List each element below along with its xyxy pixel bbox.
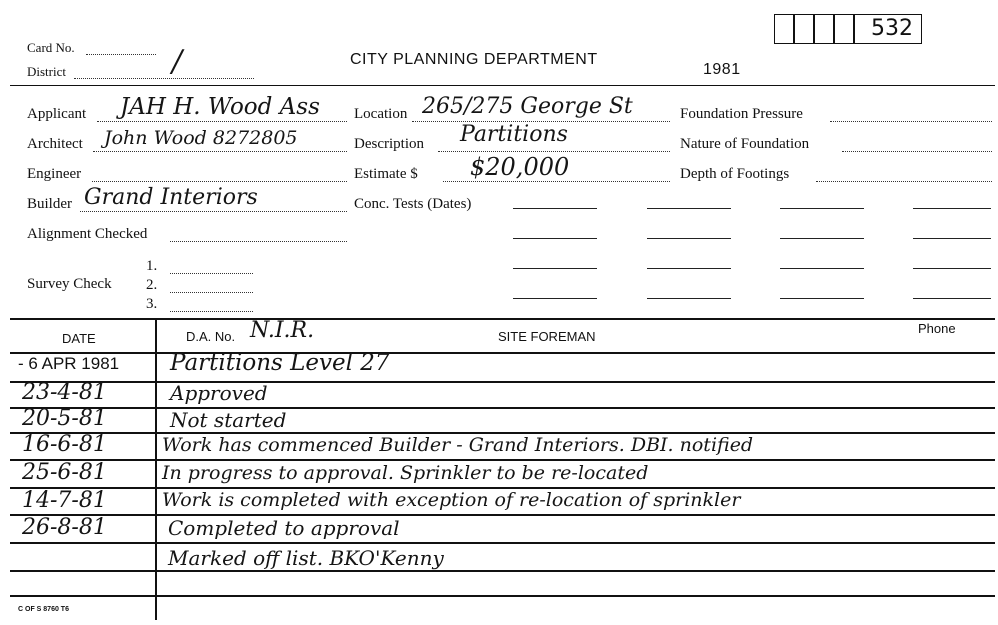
conc-test-line	[913, 208, 991, 209]
log-note: Work is completed with exception of re-location of sprinkler	[162, 489, 741, 511]
nature-foundation-label: Nature of Foundation	[680, 136, 810, 152]
architect-label: Architect	[27, 136, 83, 152]
site-foreman-header: SITE FOREMAN	[498, 329, 596, 344]
footer-code: C OF S 8760 T6	[18, 606, 69, 613]
conc-test-line	[513, 208, 597, 209]
estimate-line	[443, 181, 670, 182]
builder-label: Builder	[27, 196, 72, 212]
log-row-line	[10, 514, 995, 516]
depth-footings-line	[816, 181, 992, 182]
log-note: Work has commenced Builder - Grand Interiors. DBI. notified	[162, 434, 754, 456]
builder-line	[80, 211, 347, 212]
district-label: District	[27, 64, 66, 79]
card-number: 532	[854, 14, 922, 44]
log-date: - 6 APR 1981	[18, 354, 120, 373]
location-value: 265/275 George St	[422, 94, 633, 119]
log-date-divider	[155, 318, 157, 620]
da-no-label: D.A. No.	[186, 329, 236, 344]
conc-test-line	[513, 298, 597, 299]
log-date: 16-6-81	[22, 432, 107, 457]
survey-num-3: 3.	[146, 296, 158, 312]
location-label: Location	[354, 106, 408, 122]
log-note: Partitions Level 27	[170, 350, 390, 376]
depth-footings-label: Depth of Footings	[680, 166, 790, 182]
foundation-pressure-label: Foundation Pressure	[680, 106, 803, 122]
log-date: 26-8-81	[22, 515, 107, 540]
date-header: DATE	[62, 331, 96, 346]
log-row-line	[10, 459, 995, 461]
conc-test-line	[913, 298, 991, 299]
phone-header: Phone	[918, 321, 956, 336]
alignment-label: Alignment Checked	[27, 226, 148, 242]
number-box	[814, 14, 834, 44]
log-row-line	[10, 570, 995, 572]
card-no-line	[86, 54, 156, 55]
description-label: Description	[354, 136, 424, 152]
survey-line-3	[170, 311, 253, 312]
log-note: Marked off list. BKO'Kenny	[168, 546, 444, 570]
log-note: Not started	[170, 408, 287, 432]
conc-test-line	[780, 208, 864, 209]
conc-test-line	[513, 268, 597, 269]
description-value: Partitions	[460, 122, 568, 147]
conc-test-line	[780, 238, 864, 239]
log-note: Approved	[170, 381, 268, 405]
number-box	[794, 14, 814, 44]
card-no-label: Card No.	[27, 40, 75, 55]
conc-test-line	[647, 298, 731, 299]
header-separator	[10, 85, 995, 86]
log-note: Completed to approval	[168, 516, 400, 540]
estimate-value: $20,000	[470, 153, 570, 181]
conc-test-line	[647, 238, 731, 239]
log-date: 14-7-81	[22, 488, 107, 513]
conc-test-line	[780, 298, 864, 299]
district-value: /	[172, 44, 183, 79]
conc-test-line	[647, 208, 731, 209]
nature-foundation-line	[842, 151, 992, 152]
description-line	[438, 151, 670, 152]
department-title: CITY PLANNING DEPARTMENT	[350, 51, 598, 68]
survey-num-1: 1.	[146, 258, 158, 274]
number-box	[774, 14, 794, 44]
card-number-boxes	[774, 14, 922, 44]
survey-line-2	[170, 292, 253, 293]
log-date: 25-6-81	[22, 460, 107, 485]
engineer-label: Engineer	[27, 166, 82, 182]
log-row-line	[10, 407, 995, 409]
conc-test-line	[647, 268, 731, 269]
number-box	[834, 14, 854, 44]
da-no-value: N.I.R.	[250, 318, 315, 343]
alignment-line	[170, 241, 347, 242]
log-date: 20-5-81	[22, 406, 107, 431]
survey-label: Survey Check	[27, 276, 112, 292]
log-row-line	[10, 595, 995, 597]
log-date: 23-4-81	[22, 380, 107, 405]
log-row-line	[10, 542, 995, 544]
conc-tests-label: Conc. Tests (Dates)	[354, 196, 472, 212]
survey-line-1	[170, 273, 253, 274]
conc-test-line	[780, 268, 864, 269]
year: 1981	[703, 61, 741, 78]
survey-num-2: 2.	[146, 277, 158, 293]
conc-test-line	[513, 238, 597, 239]
log-row-line	[10, 381, 995, 383]
builder-value: Grand Interiors	[84, 185, 258, 210]
estimate-label: Estimate $	[354, 166, 418, 182]
district-line	[74, 78, 254, 79]
log-top-border	[10, 318, 995, 320]
conc-test-line	[913, 238, 991, 239]
log-row-line	[10, 352, 995, 354]
architect-value: John Wood 8272805	[104, 127, 298, 149]
architect-line	[93, 151, 347, 152]
engineer-line	[92, 181, 347, 182]
foundation-pressure-line	[830, 121, 992, 122]
log-note: In progress to approval. Sprinkler to be re-located	[162, 462, 649, 484]
applicant-line	[97, 121, 347, 122]
conc-test-line	[913, 268, 991, 269]
applicant-label: Applicant	[27, 106, 87, 122]
applicant-value: JAH H. Wood Ass	[120, 94, 320, 120]
